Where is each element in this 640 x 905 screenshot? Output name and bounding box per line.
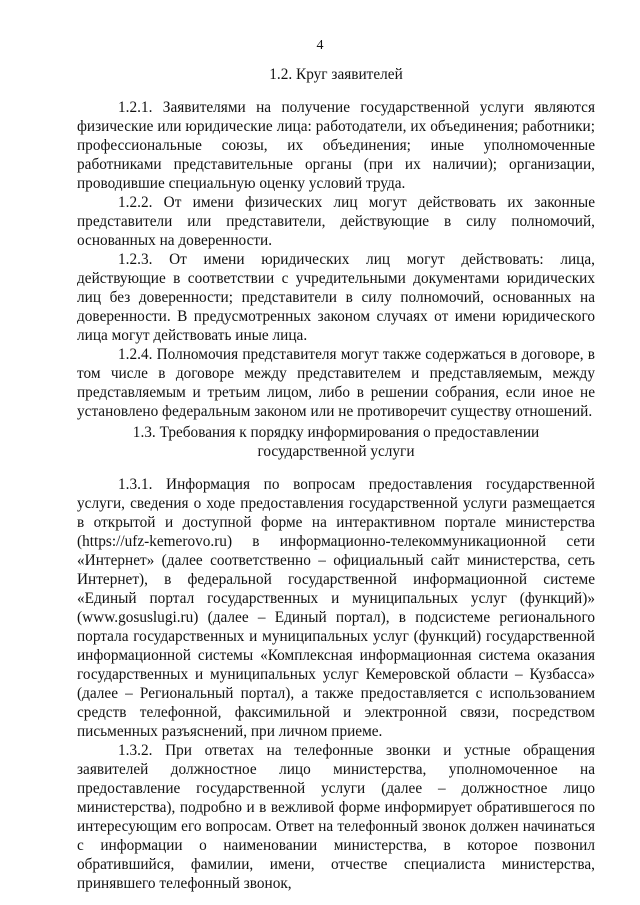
section-1-2-body [77,98,595,421]
section-heading-informing [77,423,595,461]
paragraph-1-3-2: 1.3.2. При ответах на телефонные звонки и устные обращения заявителей должностное лицо министерства, уполномоченное на предоставление государственной услуги (далее – должностное лицо министерства), подробно и в вежливой форме информирует обратившегося по интересующим его вопросам. Ответ на телефонный звонок должен начинаться с информации о наименовании министерства, в которое позвонил обратившийся, фамилии, имени, отчестве специалиста министерства, принявшего телефонный звонок, [77,742,595,892]
section-1-3-heading-line-2: государственной услуги [257,443,415,460]
section-1-3-body [77,475,595,893]
section-heading-applicants [77,65,595,84]
paragraph-1-2-1: 1.2.1. Заявителями на получение государственной услуги являются физические или юридические лица: работодатели, их объединения; работники; профессиональные союзы, их объединения; иные уполномоченные работниками представительные органы (при их наличии); организации, проводившие специальную оценку условий труда. [77,99,595,192]
section-1-3-heading-line-1: 1.3. Требования к порядку информирования о предоставлении [132,424,540,441]
section-1-2-heading: 1.2. Круг заявителей [269,66,403,83]
page-number: 4 [316,38,324,53]
paragraph-1-2-2: 1.2.2. От имени физических лиц могут действовать их законные представители или представители, действующие в силу полномочий, основанных на доверенности. [77,194,595,249]
paragraph-1-2-4: 1.2.4. Полномочия представителя могут также содержаться в договоре, в том числе в договоре между представителем и представляемым, между представляемым и третьим лицом, либо в решении собрания, если иное не установлено федеральным законом или не противоречит существу отношений. [77,346,595,420]
paragraph-1-3-1: 1.3.1. Информация по вопросам предоставления государственной услуги, сведения о ходе предоставления государственной услуги размещается в открытой и доступной форме на интерактивном портале министерства (https://ufz-kemerovo.ru) в информационно-телекоммуникационной сети «Интернет» (далее соответственно – официальный сайт министерства, сеть Интернет), в федеральной государственной информационной системе «Единый портал государственных и муниципальных услуг (функций)» (www.gosuslugi.ru) (далее – Единый портал), в подсистеме регионального портала государственных и муниципальных услуг (функций) государственной информационной системы «Комплексная информационная система оказания государственных и муниципальных услуг Кемеровской области – Кузбасса» (далее – Региональный портал), а также предоставляется с использованием средств телефонной, факсимильной и электронной связи, посредством письменных разъяснений, при личном приеме. [77,476,595,740]
paragraph-1-2-3: 1.2.3. От имени юридических лиц могут действовать: лица, действующие в соответствии с учредительными документами юридических лиц без доверенности; представители в силу полномочий, основанных на доверенности. В предусмотренных законом случаях от имени юридического лица могут действовать иные лица. [77,251,595,344]
